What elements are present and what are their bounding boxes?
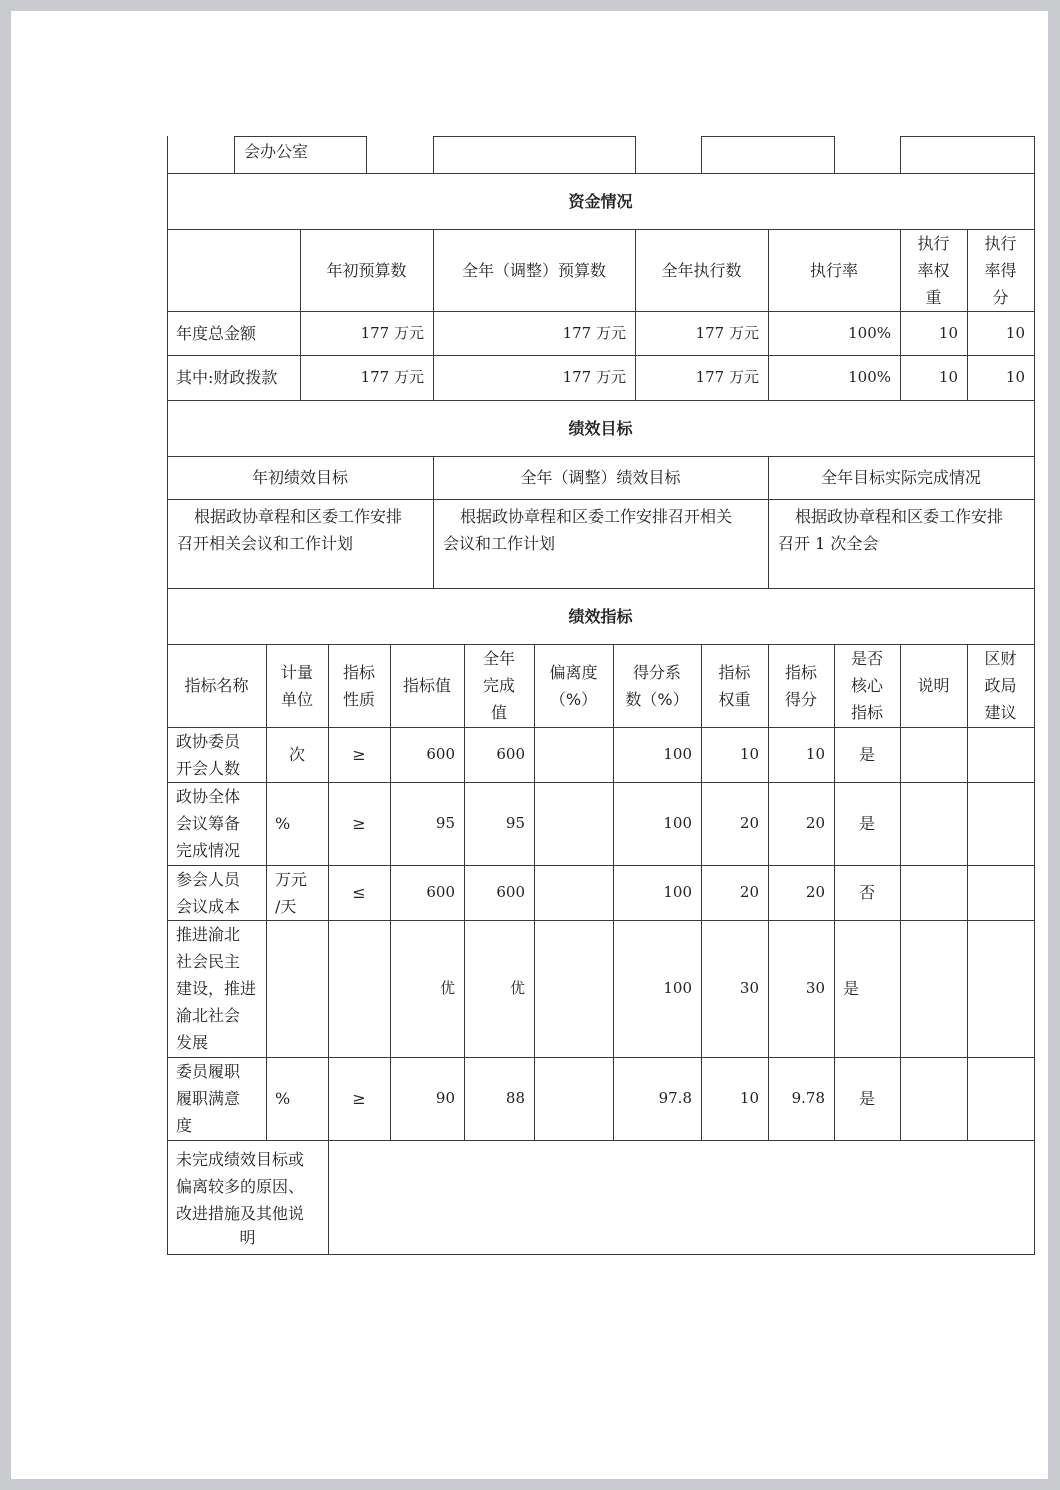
- table-rule: [167, 727, 1035, 728]
- indicator-header-core: 是否: [850, 649, 883, 668]
- table-rule: [167, 1140, 1035, 1141]
- funds-header-score: 执行: [984, 233, 1017, 253]
- indicator-header-nature: 指标: [342, 662, 375, 682]
- indicator-completed: 88: [505, 1089, 525, 1107]
- indicator-core: 是: [858, 745, 875, 764]
- indicator-name: 度: [176, 1116, 193, 1135]
- top-cell-text: 会办公室: [244, 141, 309, 161]
- indicator-name: 开会人数: [176, 758, 241, 778]
- goals-adjusted-text: 会议和工作计划: [443, 534, 556, 553]
- indicator-header-note: 说明: [917, 676, 950, 695]
- indicator-core: 是: [843, 979, 860, 998]
- table-rule: [167, 782, 1035, 783]
- goals-header-initial: 年初绩效目标: [251, 468, 348, 487]
- table-rule: [167, 311, 1035, 312]
- indicator-header-core: 指标: [850, 703, 883, 722]
- indicator-name: 完成情况: [176, 841, 241, 860]
- funds-header-score: 分: [992, 287, 1009, 307]
- table-rule: [167, 400, 1035, 401]
- table-rule: [167, 499, 1035, 500]
- indicator-header-advice: 政局: [984, 676, 1017, 695]
- table-rule: [701, 136, 702, 174]
- goals-initial-text: 根据政协章程和区委工作安排: [194, 507, 403, 526]
- indicator-nature: ≥: [352, 814, 366, 833]
- table-rule: [167, 456, 1035, 457]
- table-rule: [167, 355, 1035, 356]
- footer-label: 明: [239, 1228, 256, 1247]
- funds-row-executed: 177 万元: [695, 323, 759, 342]
- funds-row-adjusted: 177 万元: [562, 368, 626, 386]
- indicator-header-core: 核心: [850, 676, 883, 695]
- goals-title: 绩效目标: [568, 418, 633, 438]
- table-rule: [900, 136, 1035, 137]
- indicator-core: 否: [858, 883, 875, 902]
- indicator-unit: %: [275, 1089, 291, 1108]
- table-rule: [534, 644, 535, 1141]
- indicator-name: 渝北社会: [176, 1006, 241, 1025]
- indicator-score: 10: [805, 745, 825, 763]
- funds-row-weight: 10: [938, 323, 958, 342]
- indicator-core: 是: [858, 1089, 875, 1108]
- indicator-header-unit: 单位: [280, 689, 313, 709]
- indicator-header-advice: 区财: [984, 649, 1017, 668]
- indicator-unit: /天: [275, 896, 297, 916]
- document-page: [11, 11, 1048, 1479]
- funds-header-adjusted: 全年（调整）预算数: [461, 260, 606, 280]
- indicator-score: 30: [805, 979, 825, 997]
- indicator-score: 20: [805, 883, 825, 901]
- indicator-header-coef: 数（%）: [625, 689, 689, 709]
- funds-header-weight: 执行: [917, 233, 950, 253]
- funds-row-rate: 100%: [848, 323, 891, 342]
- indicator-nature: ≥: [352, 1089, 366, 1108]
- funds-row-weight: 10: [938, 368, 958, 386]
- indicator-name: 政协全体: [176, 787, 241, 806]
- funds-header-initial: 年初预算数: [326, 260, 407, 280]
- funds-row-score: 10: [1005, 323, 1025, 342]
- table-rule: [266, 644, 267, 1141]
- table-rule: [701, 136, 835, 137]
- funds-row-initial: 177 万元: [360, 323, 424, 342]
- goals-adjusted-text: 根据政协章程和区委工作安排召开相关: [460, 507, 733, 526]
- indicator-completed: 优: [509, 979, 525, 997]
- indicator-weight: 20: [739, 814, 759, 832]
- table-rule: [834, 136, 835, 174]
- indicator-nature: ≤: [352, 883, 366, 902]
- indicator-header-advice: 建议: [984, 703, 1017, 722]
- indicator-header-weight: 权重: [718, 689, 751, 709]
- footer-label: 偏离较多的原因、: [176, 1177, 305, 1196]
- indicator-unit: %: [275, 814, 291, 833]
- table-rule: [433, 136, 434, 174]
- funds-header-weight: 重: [925, 287, 942, 307]
- indicators-title: 绩效指标: [568, 606, 633, 626]
- indicator-weight: 30: [739, 979, 759, 997]
- funds-header-rate: 执行率: [809, 260, 858, 280]
- indicator-value: 90: [435, 1089, 455, 1107]
- indicator-name: 参会人员: [176, 869, 241, 889]
- indicator-unit: 万元: [275, 869, 308, 889]
- funds-row-adjusted: 177 万元: [562, 323, 626, 342]
- goals-initial-text: 召开相关会议和工作计划: [177, 534, 354, 553]
- table-rule: [366, 136, 367, 174]
- indicator-weight: 10: [739, 745, 759, 763]
- table-rule: [900, 136, 901, 174]
- indicator-coef: 100: [663, 814, 692, 832]
- indicator-completed: 600: [496, 883, 525, 901]
- indicator-completed: 95: [505, 814, 525, 832]
- table-rule: [328, 1140, 329, 1255]
- indicator-name: 会议成本: [176, 896, 241, 916]
- goals-actual-text: 召开 1 次全会: [778, 534, 879, 553]
- table-rule: [167, 588, 1035, 589]
- indicator-name: 履职满意: [176, 1089, 241, 1108]
- indicator-value: 600: [426, 883, 455, 901]
- table-rule: [167, 1254, 1035, 1255]
- indicator-score: 9.78: [791, 1089, 825, 1107]
- indicator-header-value: 指标值: [402, 676, 451, 695]
- funds-header-weight: 率权: [917, 260, 950, 280]
- indicator-header-completed: 全年: [482, 649, 515, 668]
- indicator-header-completed: 值: [490, 703, 507, 722]
- indicator-header-deviation: 偏离度: [549, 662, 598, 682]
- funds-header-executed: 全年执行数: [661, 260, 742, 280]
- table-rule: [900, 644, 901, 1141]
- indicator-name: 发展: [176, 1033, 209, 1052]
- table-rule: [234, 136, 235, 174]
- funds-row-label: 其中:财政拨款: [176, 368, 278, 387]
- indicator-name: 建设，推进: [176, 979, 257, 998]
- indicator-core: 是: [858, 814, 875, 833]
- footer-label: 未完成绩效目标或: [176, 1150, 305, 1169]
- indicator-name: 推进渝北: [176, 925, 241, 944]
- indicator-header-name: 指标名称: [184, 676, 249, 695]
- indicator-header-score: 得分: [784, 689, 817, 709]
- indicator-coef: 100: [663, 979, 692, 997]
- goals-header-actual: 全年目标实际完成情况: [820, 468, 981, 487]
- indicator-coef: 97.8: [658, 1089, 692, 1107]
- indicator-name: 社会民主: [176, 952, 241, 971]
- indicator-name: 委员履职: [176, 1062, 241, 1081]
- indicator-coef: 100: [663, 745, 692, 763]
- indicator-header-nature: 性质: [342, 689, 375, 709]
- table-rule: [167, 644, 1035, 645]
- indicator-header-score: 指标: [784, 662, 817, 682]
- indicator-name: 会议筹备: [176, 814, 241, 833]
- indicator-unit: 次: [288, 745, 305, 764]
- goals-actual-text: 根据政协章程和区委工作安排: [795, 507, 1004, 526]
- table-rule: [433, 136, 636, 137]
- indicator-header-weight: 指标: [718, 662, 751, 682]
- indicator-value: 优: [439, 979, 455, 997]
- indicator-weight: 20: [739, 883, 759, 901]
- indicator-value: 95: [435, 814, 455, 832]
- funds-header-score: 率得: [984, 260, 1017, 280]
- indicator-weight: 10: [739, 1089, 759, 1107]
- funds-row-score: 10: [1005, 368, 1025, 386]
- indicator-header-unit: 计量: [280, 662, 313, 682]
- indicator-header-completed: 完成: [482, 676, 515, 695]
- table-rule: [1034, 136, 1035, 1255]
- indicator-nature: ≥: [352, 745, 366, 764]
- table-rule: [167, 173, 1035, 174]
- funds-row-initial: 177 万元: [360, 368, 424, 386]
- indicator-coef: 100: [663, 883, 692, 901]
- funds-row-label: 年度总金额: [176, 323, 257, 343]
- indicator-header-coef: 得分系: [632, 662, 681, 682]
- indicator-header-deviation: （%）: [549, 689, 598, 709]
- indicator-completed: 600: [496, 745, 525, 763]
- footer-label: 改进措施及其他说: [176, 1204, 305, 1223]
- funds-title: 资金情况: [568, 191, 633, 211]
- table-rule: [167, 920, 1035, 921]
- funds-row-executed: 177 万元: [695, 368, 759, 386]
- indicator-score: 20: [805, 814, 825, 832]
- funds-row-rate: 100%: [848, 368, 891, 386]
- indicator-name: 政协委员: [176, 731, 241, 751]
- indicator-value: 600: [426, 745, 455, 763]
- table-rule: [635, 136, 636, 174]
- table-rule: [167, 1057, 1035, 1058]
- goals-header-adjusted: 全年（调整）绩效目标: [520, 468, 681, 487]
